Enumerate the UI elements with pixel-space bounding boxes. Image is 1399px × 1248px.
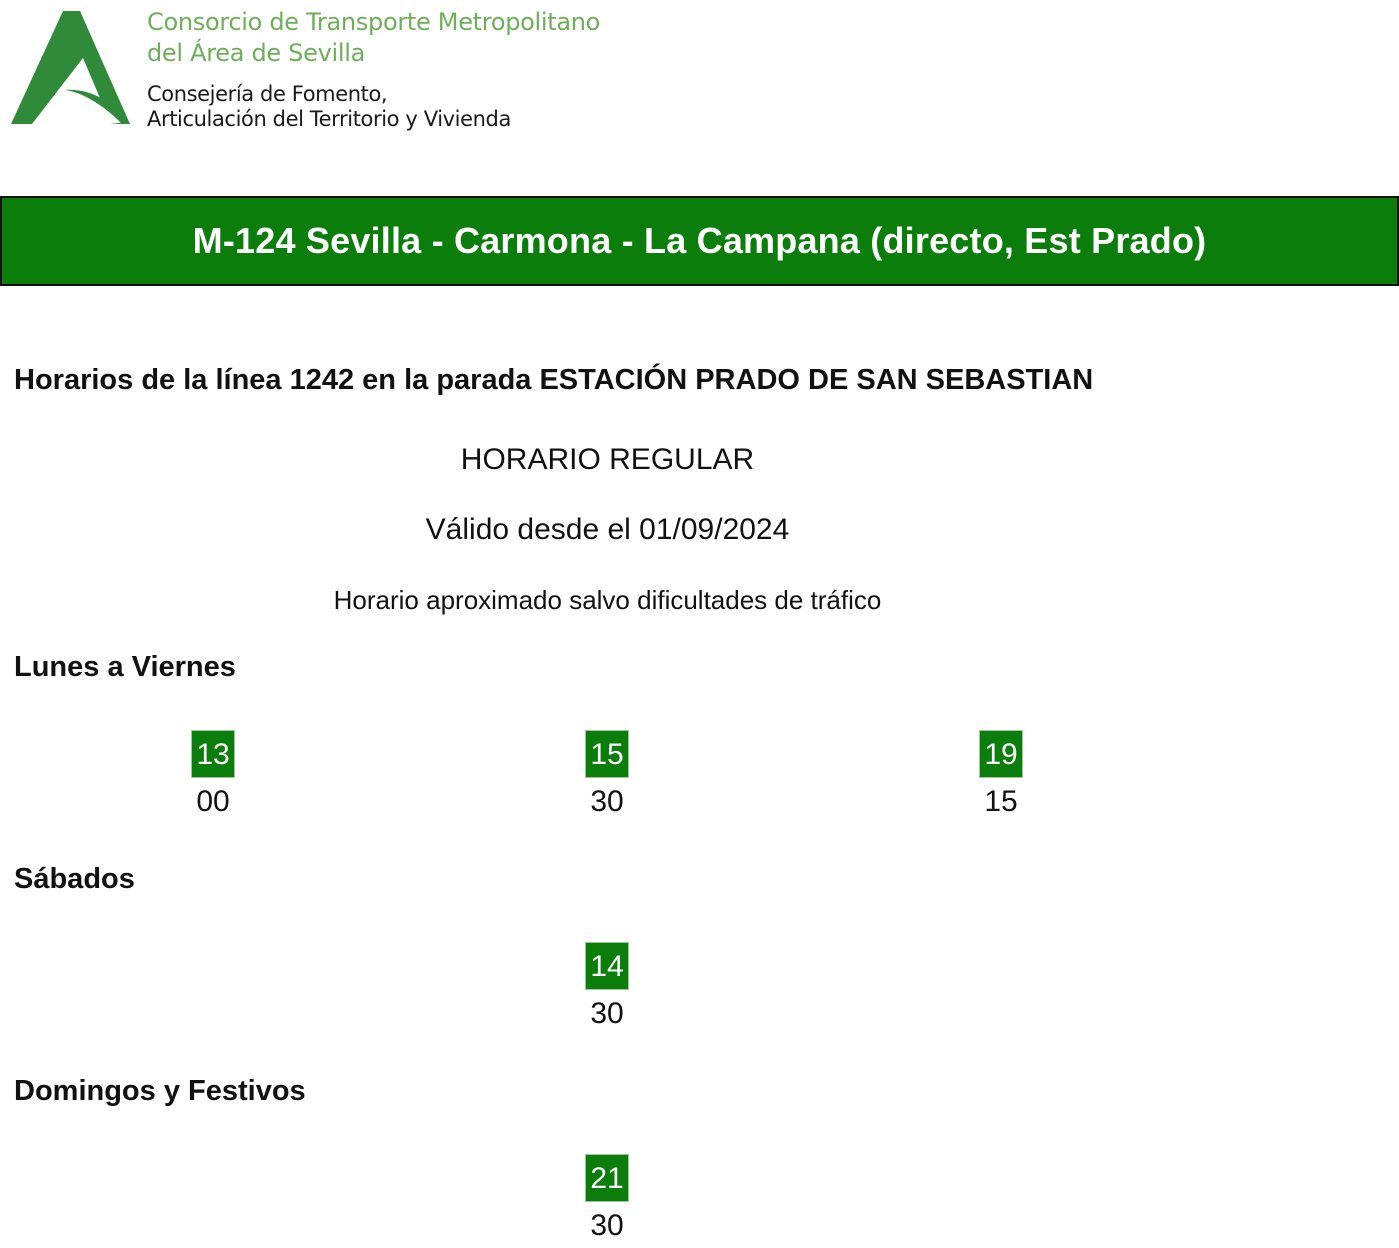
departure-slot — [577, 1154, 637, 1248]
org-name-line2: del Área de Sevilla — [147, 39, 365, 67]
department-line2: Articulación del Territorio y Vivienda — [147, 107, 511, 131]
departure-hour: 13 — [191, 730, 235, 778]
day-heading-saturdays: Sábados — [14, 863, 135, 895]
valid-from: Válido desde el 01/09/2024 — [425, 513, 790, 546]
day-heading-weekdays: Lunes a Viernes — [14, 651, 236, 683]
departure-hour: 15 — [585, 730, 629, 778]
traffic-note: Horario aproximado salvo dificultades de tráfico — [333, 585, 882, 615]
departure-slot — [577, 942, 637, 1036]
departure-hour: 21 — [585, 1154, 629, 1202]
department-line1: Consejería de Fomento, — [147, 82, 388, 106]
stop-heading: Horarios de la línea 1242 en la parada ESTACIÓN PRADO DE SAN SEBASTIAN — [14, 364, 1094, 396]
andalucia-a-logo-icon — [10, 10, 132, 128]
route-title: M-124 Sevilla - Carmona - La Campana (directo, Est Prado) — [192, 220, 1207, 261]
departure-minute: 30 — [590, 1209, 624, 1242]
departure-minute: 00 — [196, 785, 230, 818]
day-heading-sundays-holidays: Domingos y Festivos — [14, 1075, 306, 1107]
route-banner — [0, 196, 1399, 286]
org-name-line1: Consorcio de Transporte Metropolitano — [147, 8, 601, 36]
departure-hour: 14 — [585, 942, 629, 990]
departure-slot — [971, 730, 1031, 824]
header — [0, 0, 1399, 150]
departure-minute: 30 — [590, 997, 624, 1030]
departure-minute: 15 — [984, 785, 1018, 818]
departure-slot — [577, 730, 637, 824]
schedule-type: HORARIO REGULAR — [460, 443, 755, 476]
departure-minute: 30 — [590, 785, 624, 818]
departure-slot — [183, 730, 243, 824]
departure-hour: 19 — [979, 730, 1023, 778]
